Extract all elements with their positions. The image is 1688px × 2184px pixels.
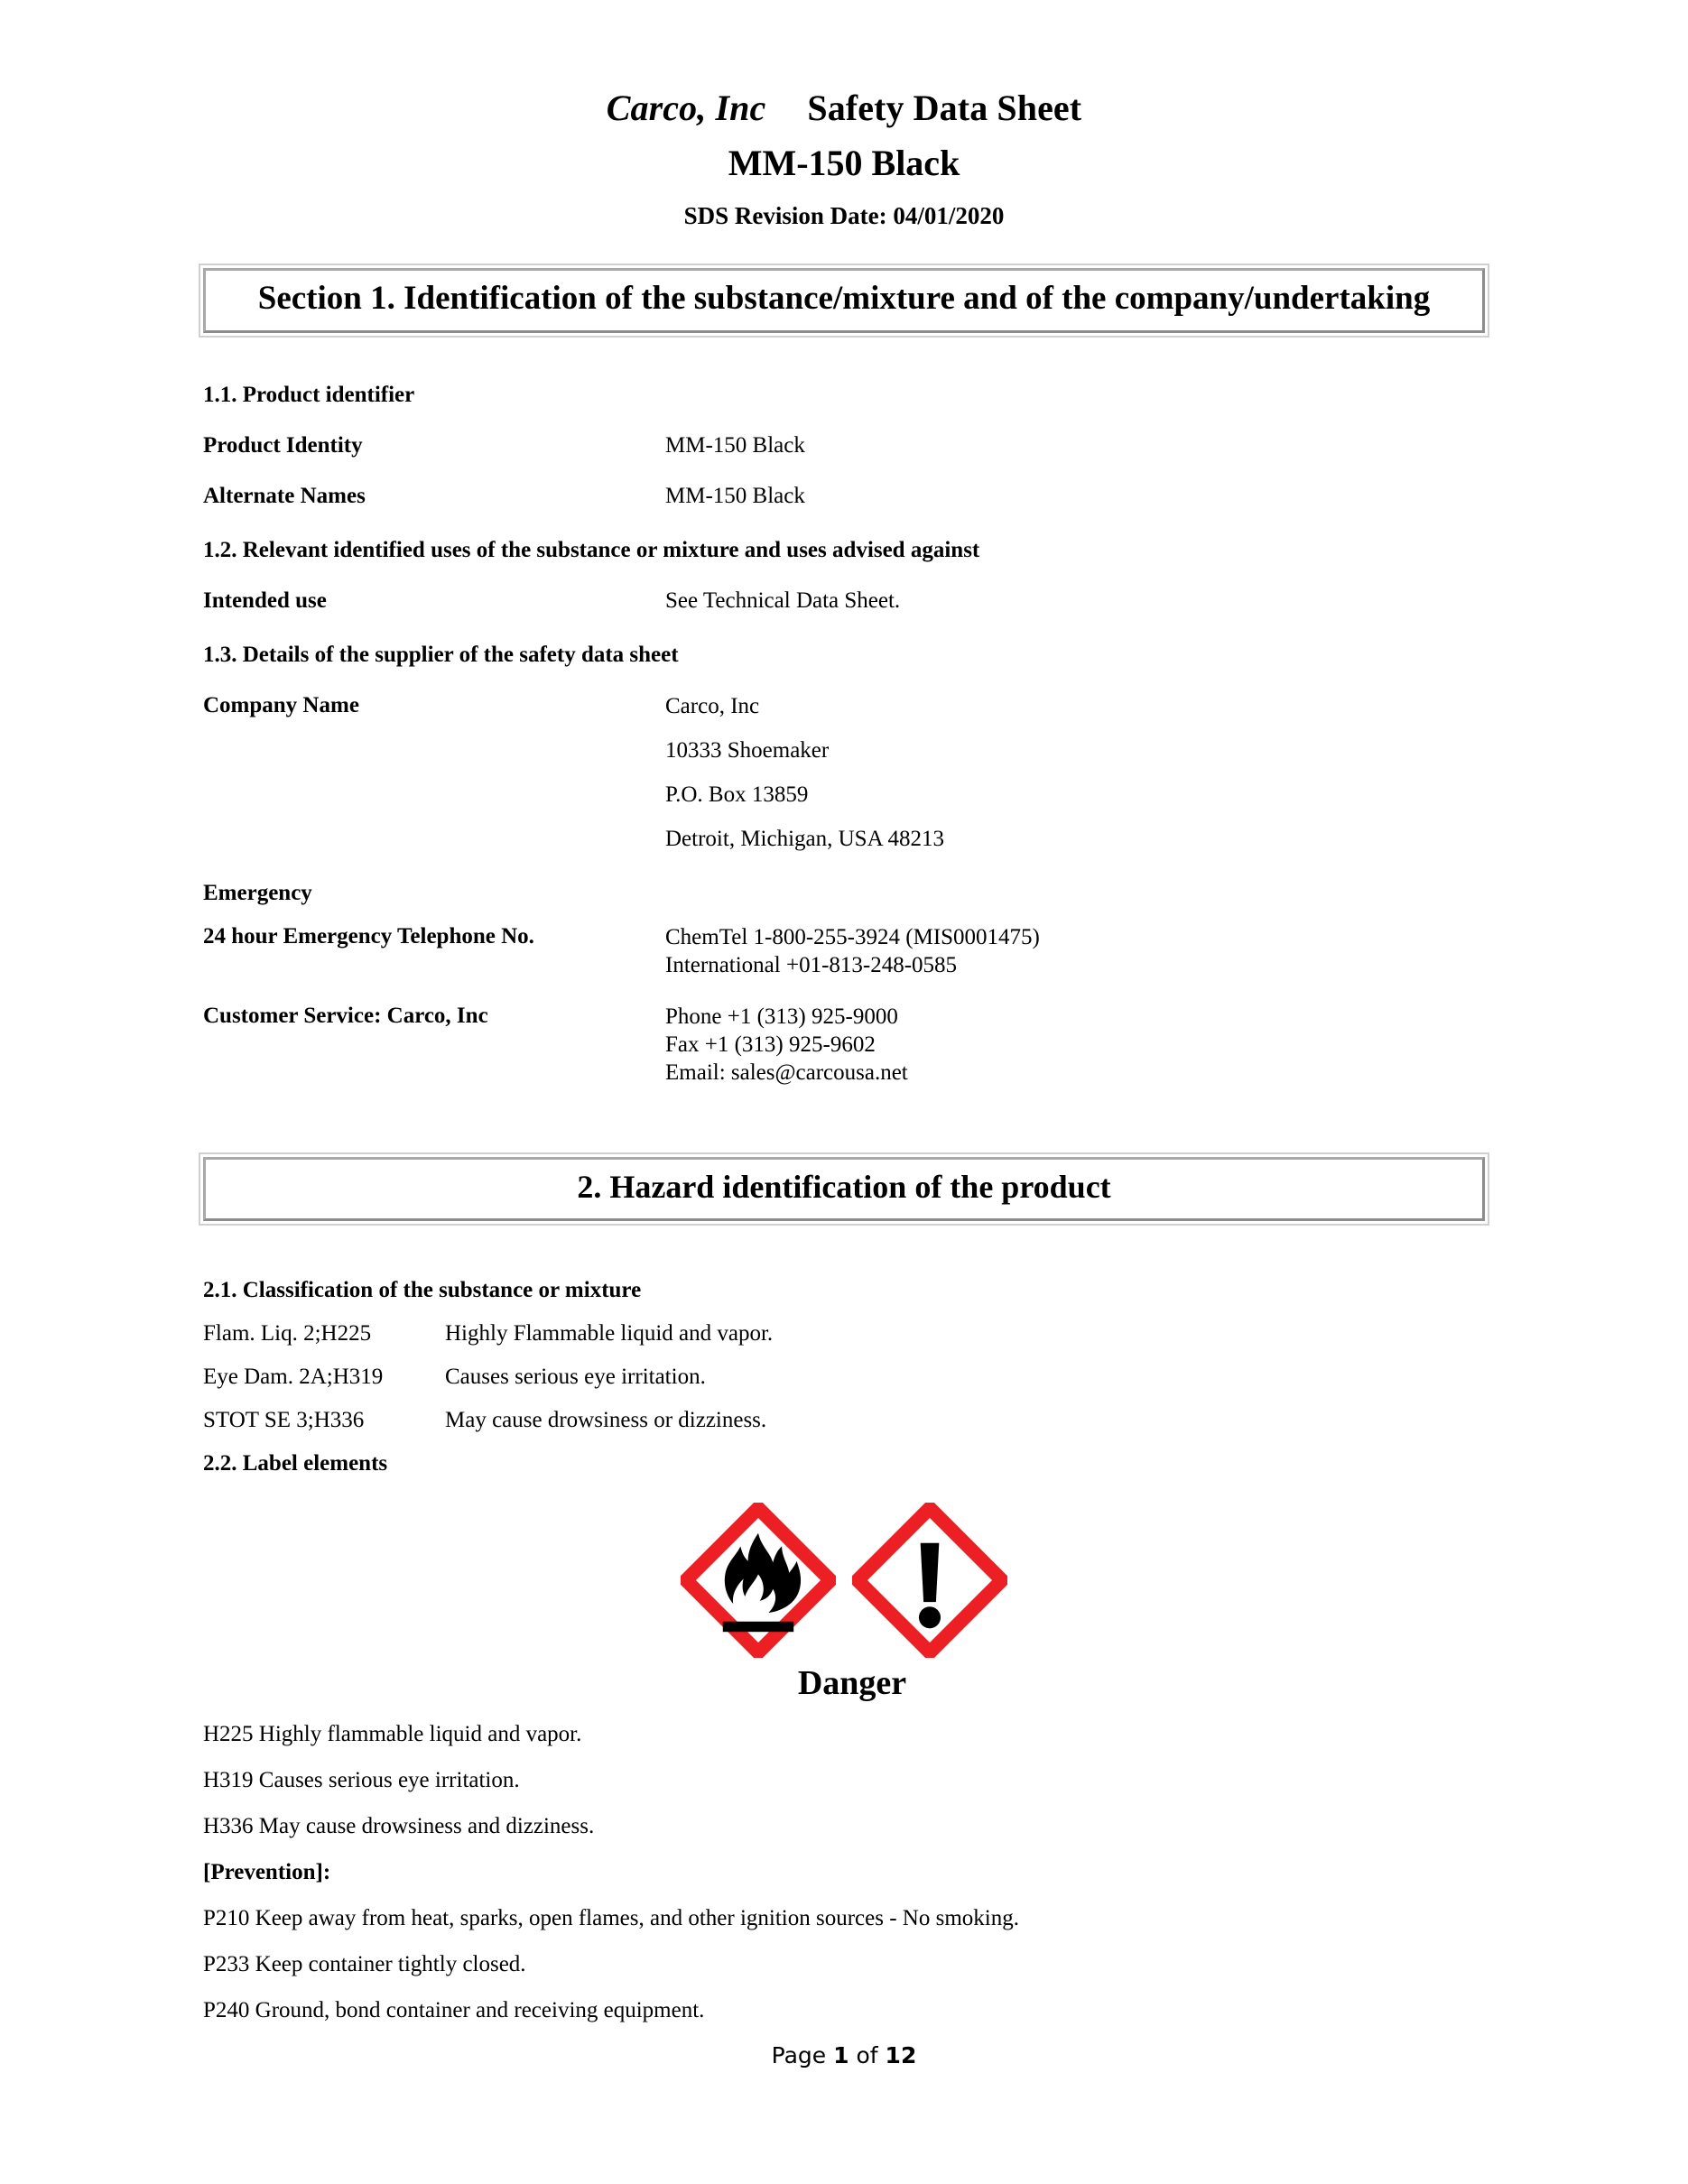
intended-use-row: [203, 588, 1485, 615]
company-address-line: Carco, Inc: [665, 693, 760, 718]
ghs-pictogram-group: [203, 1503, 1485, 1658]
intended-use-value: See Technical Data Sheet.: [665, 588, 901, 613]
company-wordmark: Carco, Inc: [606, 88, 766, 128]
section-1-banner-text: Section 1. Identification of the substance/mixture and of the company/undertaking: [257, 280, 1431, 317]
hazard-statement: H319 Causes serious eye irritation.: [203, 1767, 520, 1792]
document-header: [203, 0, 1485, 230]
classification-row: [203, 1364, 1485, 1391]
company-address-line: Detroit, Michigan, USA 48213: [665, 826, 945, 851]
section-2-banner: [203, 1157, 1485, 1221]
emergency-phone-line: International +01-813-248-0585: [665, 952, 958, 977]
classification-code: Flam. Liq. 2;H225: [203, 1320, 372, 1346]
emergency-phone-label: 24 hour Emergency Telephone No.: [203, 923, 534, 949]
alternate-names-row: [203, 483, 1485, 510]
footer-prefix: Page: [771, 2042, 834, 2068]
section-1-2-block: [203, 537, 1485, 615]
product-title: MM-150 Black: [728, 143, 960, 183]
customer-service-email: Email: sales@carcousa.net: [665, 1060, 908, 1085]
precaution-statement: P233 Keep container tightly closed.: [203, 1951, 526, 1976]
classification-row: [203, 1320, 1485, 1347]
precaution-statement: P240 Ground, bond container and receiving equipment.: [203, 1997, 705, 2022]
intended-use-label: Intended use: [203, 588, 327, 613]
classification-text: Causes serious eye irritation.: [445, 1364, 706, 1389]
hazard-statement: H225 Highly flammable liquid and vapor.: [203, 1721, 582, 1746]
section-2-1-block: [203, 1277, 1485, 1477]
subsection-1-1-heading: 1.1. Product identifier: [203, 382, 415, 407]
classification-row: [203, 1407, 1485, 1434]
document-type-title: Safety Data Sheet: [807, 88, 1082, 128]
product-identity-row: [203, 432, 1485, 459]
alternate-names-label: Alternate Names: [203, 483, 366, 508]
customer-service-label: Customer Service: Carco, Inc: [203, 1003, 488, 1028]
company-address-line: P.O. Box 13859: [665, 782, 809, 807]
section-1-banner: [203, 268, 1485, 333]
flame-pictogram: [681, 1503, 836, 1658]
classification-code: STOT SE 3;H336: [203, 1407, 365, 1432]
company-name-row: [203, 692, 1485, 853]
emergency-phone-values: [665, 923, 1485, 979]
product-identity-label: Product Identity: [203, 432, 363, 458]
section-1-3-block: [203, 642, 1485, 853]
classification-text: May cause drowsiness or dizziness.: [445, 1407, 767, 1432]
signal-word: Danger: [797, 1663, 907, 1702]
emergency-block: [203, 880, 1485, 1087]
revision-date: SDS Revision Date: 04/01/2020: [683, 202, 1005, 229]
section-1-1-block: [203, 382, 1485, 510]
hazard-statement-list: [203, 1723, 1485, 2022]
emergency-phone-line: ChemTel 1-800-255-3924 (MIS0001475): [665, 924, 1040, 949]
alternate-names-value: MM-150 Black: [665, 483, 805, 508]
subsection-1-2-heading: 1.2. Relevant identified uses of the substance or mixture and uses advised against: [203, 537, 980, 562]
section-2-banner-text: 2. Hazard identification of the product: [577, 1168, 1111, 1205]
classification-code: Eye Dam. 2A;H319: [203, 1364, 384, 1389]
subsection-2-1-heading: 2.1. Classification of the substance or mixture: [203, 1277, 642, 1302]
title-line: [203, 87, 1485, 129]
precaution-statement: P210 Keep away from heat, sparks, open flames, and other ignition sources - No smoking.: [203, 1905, 1019, 1930]
company-name-label: Company Name: [203, 692, 359, 717]
customer-service-row: [203, 1003, 1485, 1087]
classification-text: Highly Flammable liquid and vapor.: [445, 1320, 774, 1346]
hazard-statement: H336 May cause drowsiness and dizziness.: [203, 1813, 595, 1838]
customer-service-line: Fax +1 (313) 925-9602: [665, 1032, 876, 1057]
customer-service-line: Phone +1 (313) 925-9000: [665, 1004, 898, 1029]
exclamation-mark-pictogram: [852, 1503, 1007, 1658]
company-address-line: 10333 Shoemaker: [665, 737, 830, 763]
footer-total-pages: 12: [885, 2042, 917, 2068]
page-footer: [0, 2042, 1688, 2068]
subsection-2-2-heading: 2.2. Label elements: [203, 1450, 388, 1476]
emergency-heading: Emergency: [203, 880, 312, 905]
footer-middle: of: [849, 2042, 886, 2068]
company-address-block: [665, 692, 1485, 853]
emergency-phone-row: [203, 923, 1485, 979]
footer-page-number: 1: [833, 2042, 849, 2068]
product-identity-value: MM-150 Black: [665, 432, 805, 458]
subsection-1-3-heading: 1.3. Details of the supplier of the safety data sheet: [203, 642, 679, 667]
prevention-heading: [Prevention]:: [203, 1859, 331, 1884]
customer-service-values: [665, 1003, 1485, 1087]
